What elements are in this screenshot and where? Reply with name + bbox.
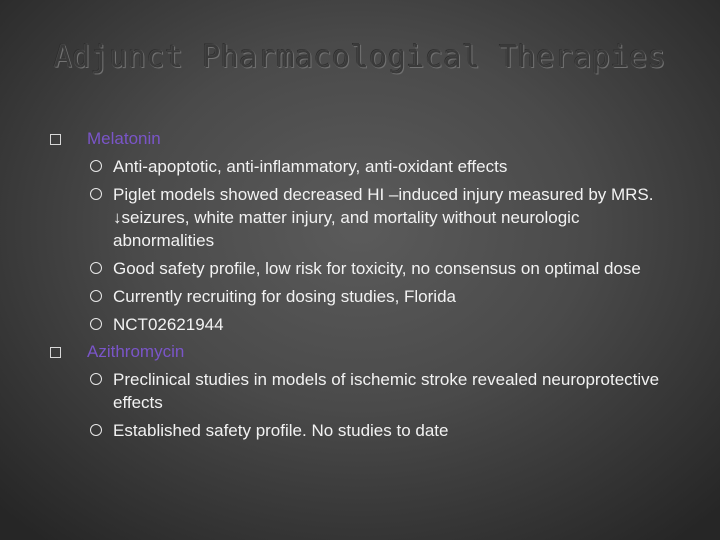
- list-item: [50, 313, 670, 336]
- list-item: [50, 285, 670, 308]
- circle-bullet-icon: [90, 373, 102, 385]
- circle-bullet-icon: [90, 262, 102, 274]
- section-azithromycin: [50, 341, 670, 363]
- circle-bullet-icon: [90, 424, 102, 436]
- list-item-text: Established safety profile. No studies to date: [113, 421, 449, 440]
- list-item-text: Currently recruiting for dosing studies, Florida: [113, 287, 456, 306]
- square-bullet-icon: [50, 347, 61, 358]
- list-item-text: Good safety profile, low risk for toxicity, no consensus on optimal dose: [113, 259, 641, 278]
- list-item: [50, 368, 670, 414]
- list-item: [50, 257, 670, 280]
- list-item: [50, 419, 670, 442]
- slide-title: Adjunct Pharmacological Therapies: [53, 40, 667, 75]
- list-item-text: Anti-apoptotic, anti-inflammatory, anti-oxidant effects: [113, 157, 508, 176]
- circle-bullet-icon: [90, 318, 102, 330]
- list-item-text: Preclinical studies in models of ischemic stroke revealed neuroprotective effects: [113, 370, 660, 412]
- list-item-text: Piglet models showed decreased HI –induced injury measured by MRS. ↓seizures, white matter injury, and mortality without neurologic abnormalities: [113, 185, 654, 250]
- melatonin-list: [50, 155, 670, 336]
- list-item: [50, 183, 670, 252]
- section-heading: Azithromycin: [87, 342, 185, 361]
- circle-bullet-icon: [90, 160, 102, 172]
- section-melatonin: [50, 128, 670, 150]
- azithromycin-list: [50, 368, 670, 442]
- list-item-text: NCT02621944: [113, 315, 224, 334]
- square-bullet-icon: [50, 134, 61, 145]
- section-heading: Melatonin: [87, 129, 161, 148]
- circle-bullet-icon: [90, 188, 102, 200]
- slide-body: [50, 128, 670, 447]
- list-item: [50, 155, 670, 178]
- circle-bullet-icon: [90, 290, 102, 302]
